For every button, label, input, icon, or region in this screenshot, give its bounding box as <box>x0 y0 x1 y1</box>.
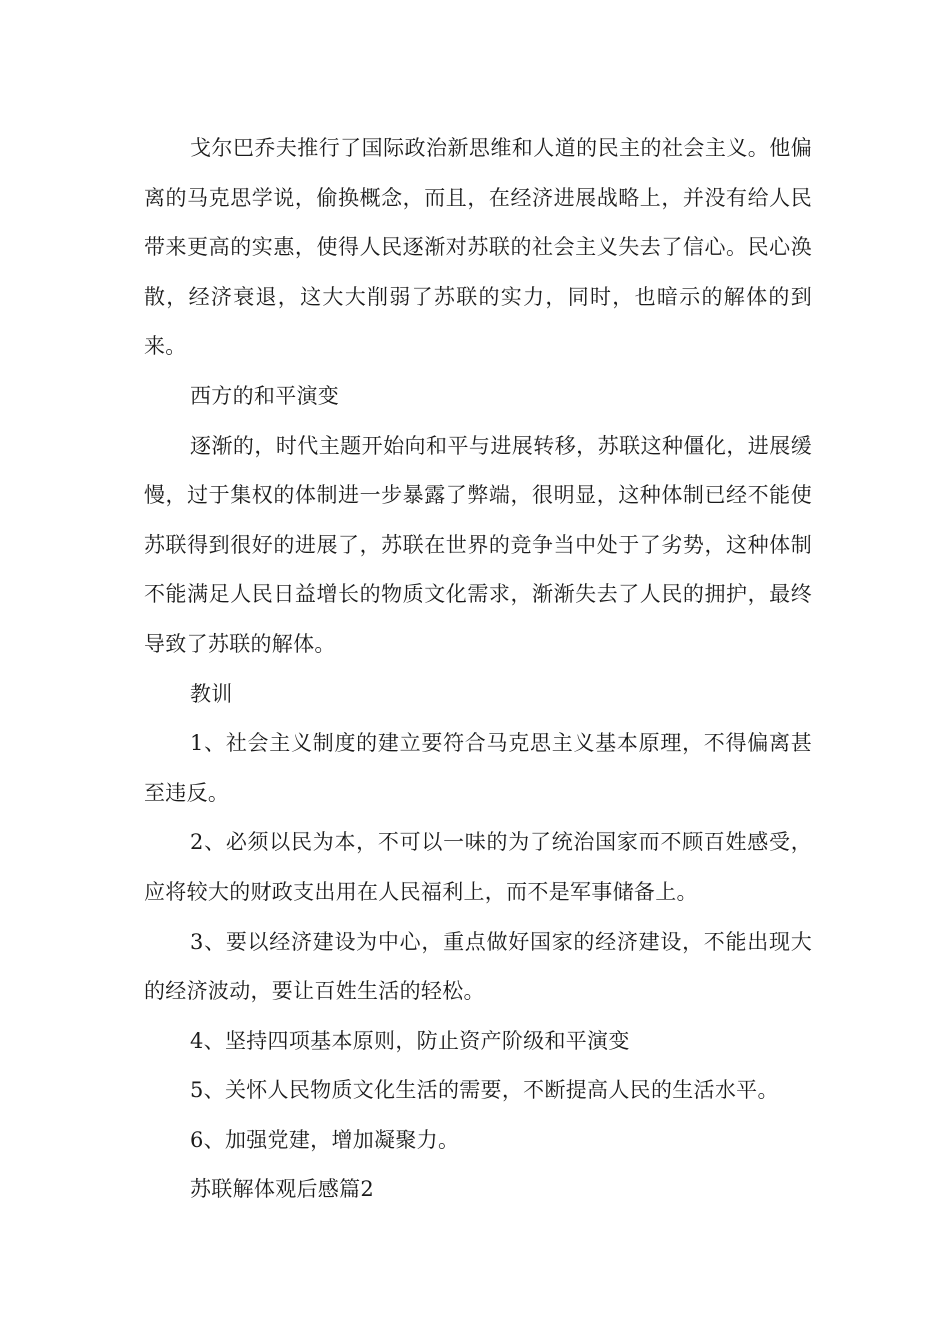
lesson-item-4: 4、坚持四项基本原则，防止资产阶级和平演变 <box>190 1028 630 1053</box>
lesson-item-5: 5、关怀人民物质文化生活的需要，不断提高人民的生活水平。 <box>190 1078 779 1103</box>
lesson-item-1: 1、社会主义制度的建立要符合马克思主义基本原理，不得偏离甚至违反。 <box>144 731 812 805</box>
section-title-part-2: 苏联解体观后感篇2 <box>190 1177 375 1202</box>
lesson-item-3: 3、要以经济建设为中心，重点做好国家的经济建设，不能出现大的经济波动，要让百姓生活的轻松。 <box>144 929 812 1004</box>
paragraph-system-rigidity: 逐渐的，时代主题开始向和平与进展转移，苏联这种僵化，进展缓慢，过于集权的体制进一步暴露了弊端，很明显，这种体制已经不能使苏联得到很好的进展了，苏联在世界的竞争当中处于了劣势，这种体制不能满足人民日益增长的物质文化需求，渐渐失去了人民的拥护，最终导致了苏联的解体。 <box>144 433 812 656</box>
heading-lessons: 教训 <box>190 681 233 706</box>
paragraph-gorbachev: 戈尔巴乔夫推行了国际政治新思维和人道的民主的社会主义。他偏离的马克思学说，偷换概念，而且，在经济进展战略上，并没有给人民带来更高的实惠，使得人民逐渐对苏联的社会主义失去了信心。民心涣散，经济衰退，这大大削弱了苏联的实力，同时，也暗示的解体的到来。 <box>144 136 812 359</box>
lesson-item-2: 2、必须以民为本，不可以一味的为了统治国家而不顾百姓感受，应将较大的财政支出用在人民福利上，而不是军事储备上。 <box>144 830 812 904</box>
lesson-item-6: 6、加强党建，增加凝聚力。 <box>190 1127 460 1152</box>
heading-peaceful-evolution: 西方的和平演变 <box>190 383 340 408</box>
document-body <box>144 124 812 1215</box>
